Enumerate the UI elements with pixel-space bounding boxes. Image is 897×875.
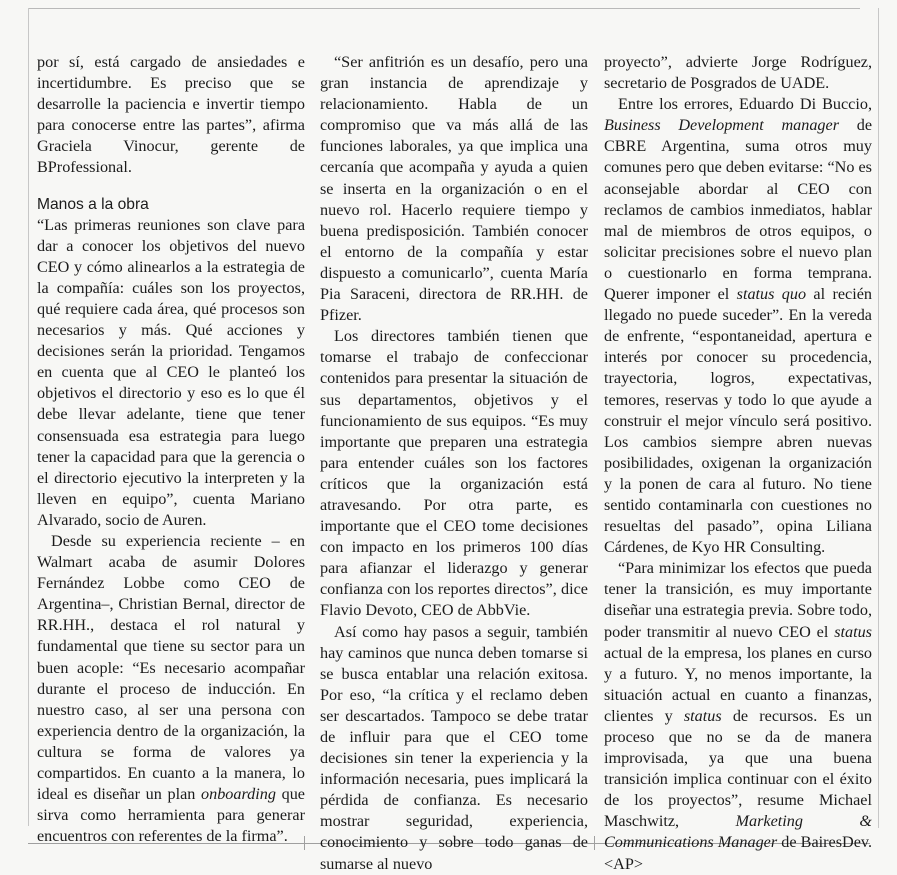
article-column-2 [320,52,588,875]
paragraph: Entre los errores, Eduardo Di Buccio, Business Development manager de CBRE Argentina, suma otros muy comunes pero que deben evitarse: “No es aconsejable abordar al CEO con reclamos de cambios inmediatos, hablar mal de miembros de otros equipos, o solicitar precisiones sobre el nuevo plan o cuestionarlo en forma temprana. Querer imponer el status quo al recién llegado no puede suceder”. En la vereda de enfrente, “espontaneidad, apertura e interés por conocer su procedencia, trayectoria, logros, expectativas, temores, reservas y todo lo que ayude a construir el mejor vínculo será positivo. Los cambios siempre abren nuevas posibilidades, oxigenan la organización y la ponen de cara al futuro. No tiene sentido contaminarla con cuestiones no resueltas del pasado”, opina Liliana Cárdenes, de Kyo HR Consulting. [604,95,872,557]
paragraph: por sí, está cargado de ansiedades e incertidumbre. Es preciso que se desarrolle la paciencia e invertir tiempo para conocerse entre las partes”, afirma Graciela Vinocur, gerente de BProfessional. [37,53,305,177]
right-rule [878,8,879,828]
bottom-tick [594,836,595,850]
paragraph: Los directores también tienen que tomarse el trabajo de confeccionar contenidos para presentar la situación de sus departamentos, objetivos y el funcionamiento de sus equipos. “Es muy importante que preparen una estrategia para entender cuáles son los factores críticos que la organización está atravesando. Por otra parte, es importante que el CEO tome decisiones con impacto en los primeros 100 días para afianzar el liderazgo y generar confianza con los reportes directos”, dice Flavio Devoto, CEO de AbbVie. [320,327,588,620]
top-rule [28,8,860,9]
paragraph: proyecto”, advierte Jorge Rodríguez, secretario de Posgrados de UADE. [604,53,872,93]
article-column-3 [604,52,872,875]
left-rule [28,8,29,826]
paragraph: “Para minimizar los efectos que pueda tener la transición, es muy importante diseñar una estrategia previa. Sobre todo, poder transmitir al nuevo CEO el status actual de la empresa, los planes en curso y a futuro. Y, no menos importante, la situación actual en cuanto a finanzas, clientes y status de recursos. Es un proceso que no se da de manera improvisada, ya que una buena transición implica continuar con el éxito de los proyectos”, resume Michael Maschwitz, Marketing & Communications Manager de BairesDev. <AP> [604,559,872,873]
paragraph: “Ser anfitrión es un desafío, pero una gran instancia de aprendizaje y relacionamiento. Habla de un compromiso que va más allá de las funciones laborales, ya que implica una cercanía que acompaña y ayuda a quien se inserta en la organización o en el nuevo rol. Hacerlo requiere tiempo y buena predisposición. También conocer el entorno de la compañía y estar dispuesto a comunicarlo”, cuenta María Pia Saraceni, directora de RR.HH. de Pfizer. [320,53,588,325]
paragraph: Desde su experiencia reciente – en Walmart acaba de asumir Dolores Fernández Lobbe como CEO de Argentina–, Christian Bernal, director de RR.HH., destaca el rol natural y fundamental que tiene su sector para un buen acople: “Es necesario acompañar durante el proceso de inducción. En nuestro caso, al ser una persona con experiencia dentro de la organización, la cultura se forma de valores ya compartidos. En cuanto a la manera, lo ideal es diseñar un plan onboarding que sirva como herramienta para generar encuentros con referentes de la firma”. [37,531,305,846]
section-heading: Manos a la obra [37,195,149,213]
paragraph: Así como hay pasos a seguir, también hay caminos que nunca deben tomarse si se busca entablar una relación exitosa. Por eso, “la crítica y el reclamo deben ser descartados. Tampoco se debe tratar de influir para que el CEO tome decisiones sin tener la experiencia y la información necesaria, pues implicará la pérdida de confianza. Es necesario mostrar seguridad, experiencia, conocimiento y sobre todo ganas de sumarse al nuevo [320,622,588,873]
paragraph: “Las primeras reuniones son clave para dar a conocer los objetivos del nuevo CEO y cómo alinearlos a la estrategia de la compañía: cuáles son los proyectos, qué requiere cada área, qué procesos son necesarios y más. Qué acciones y decisiones serán la prioridad. Tengamos en cuenta que al CEO le planteó los objetivos el directorio y eso es lo que él debe llevar adelante, tiene que tener consensuada esa estrategia para luego tener la capacidad para que la gerencia o el directorio ejecutivo la interpreten y la lleven en equipo”, cuenta Mariano Alvarado, socio de Auren. [37,215,305,529]
article-column-1 [37,52,305,847]
